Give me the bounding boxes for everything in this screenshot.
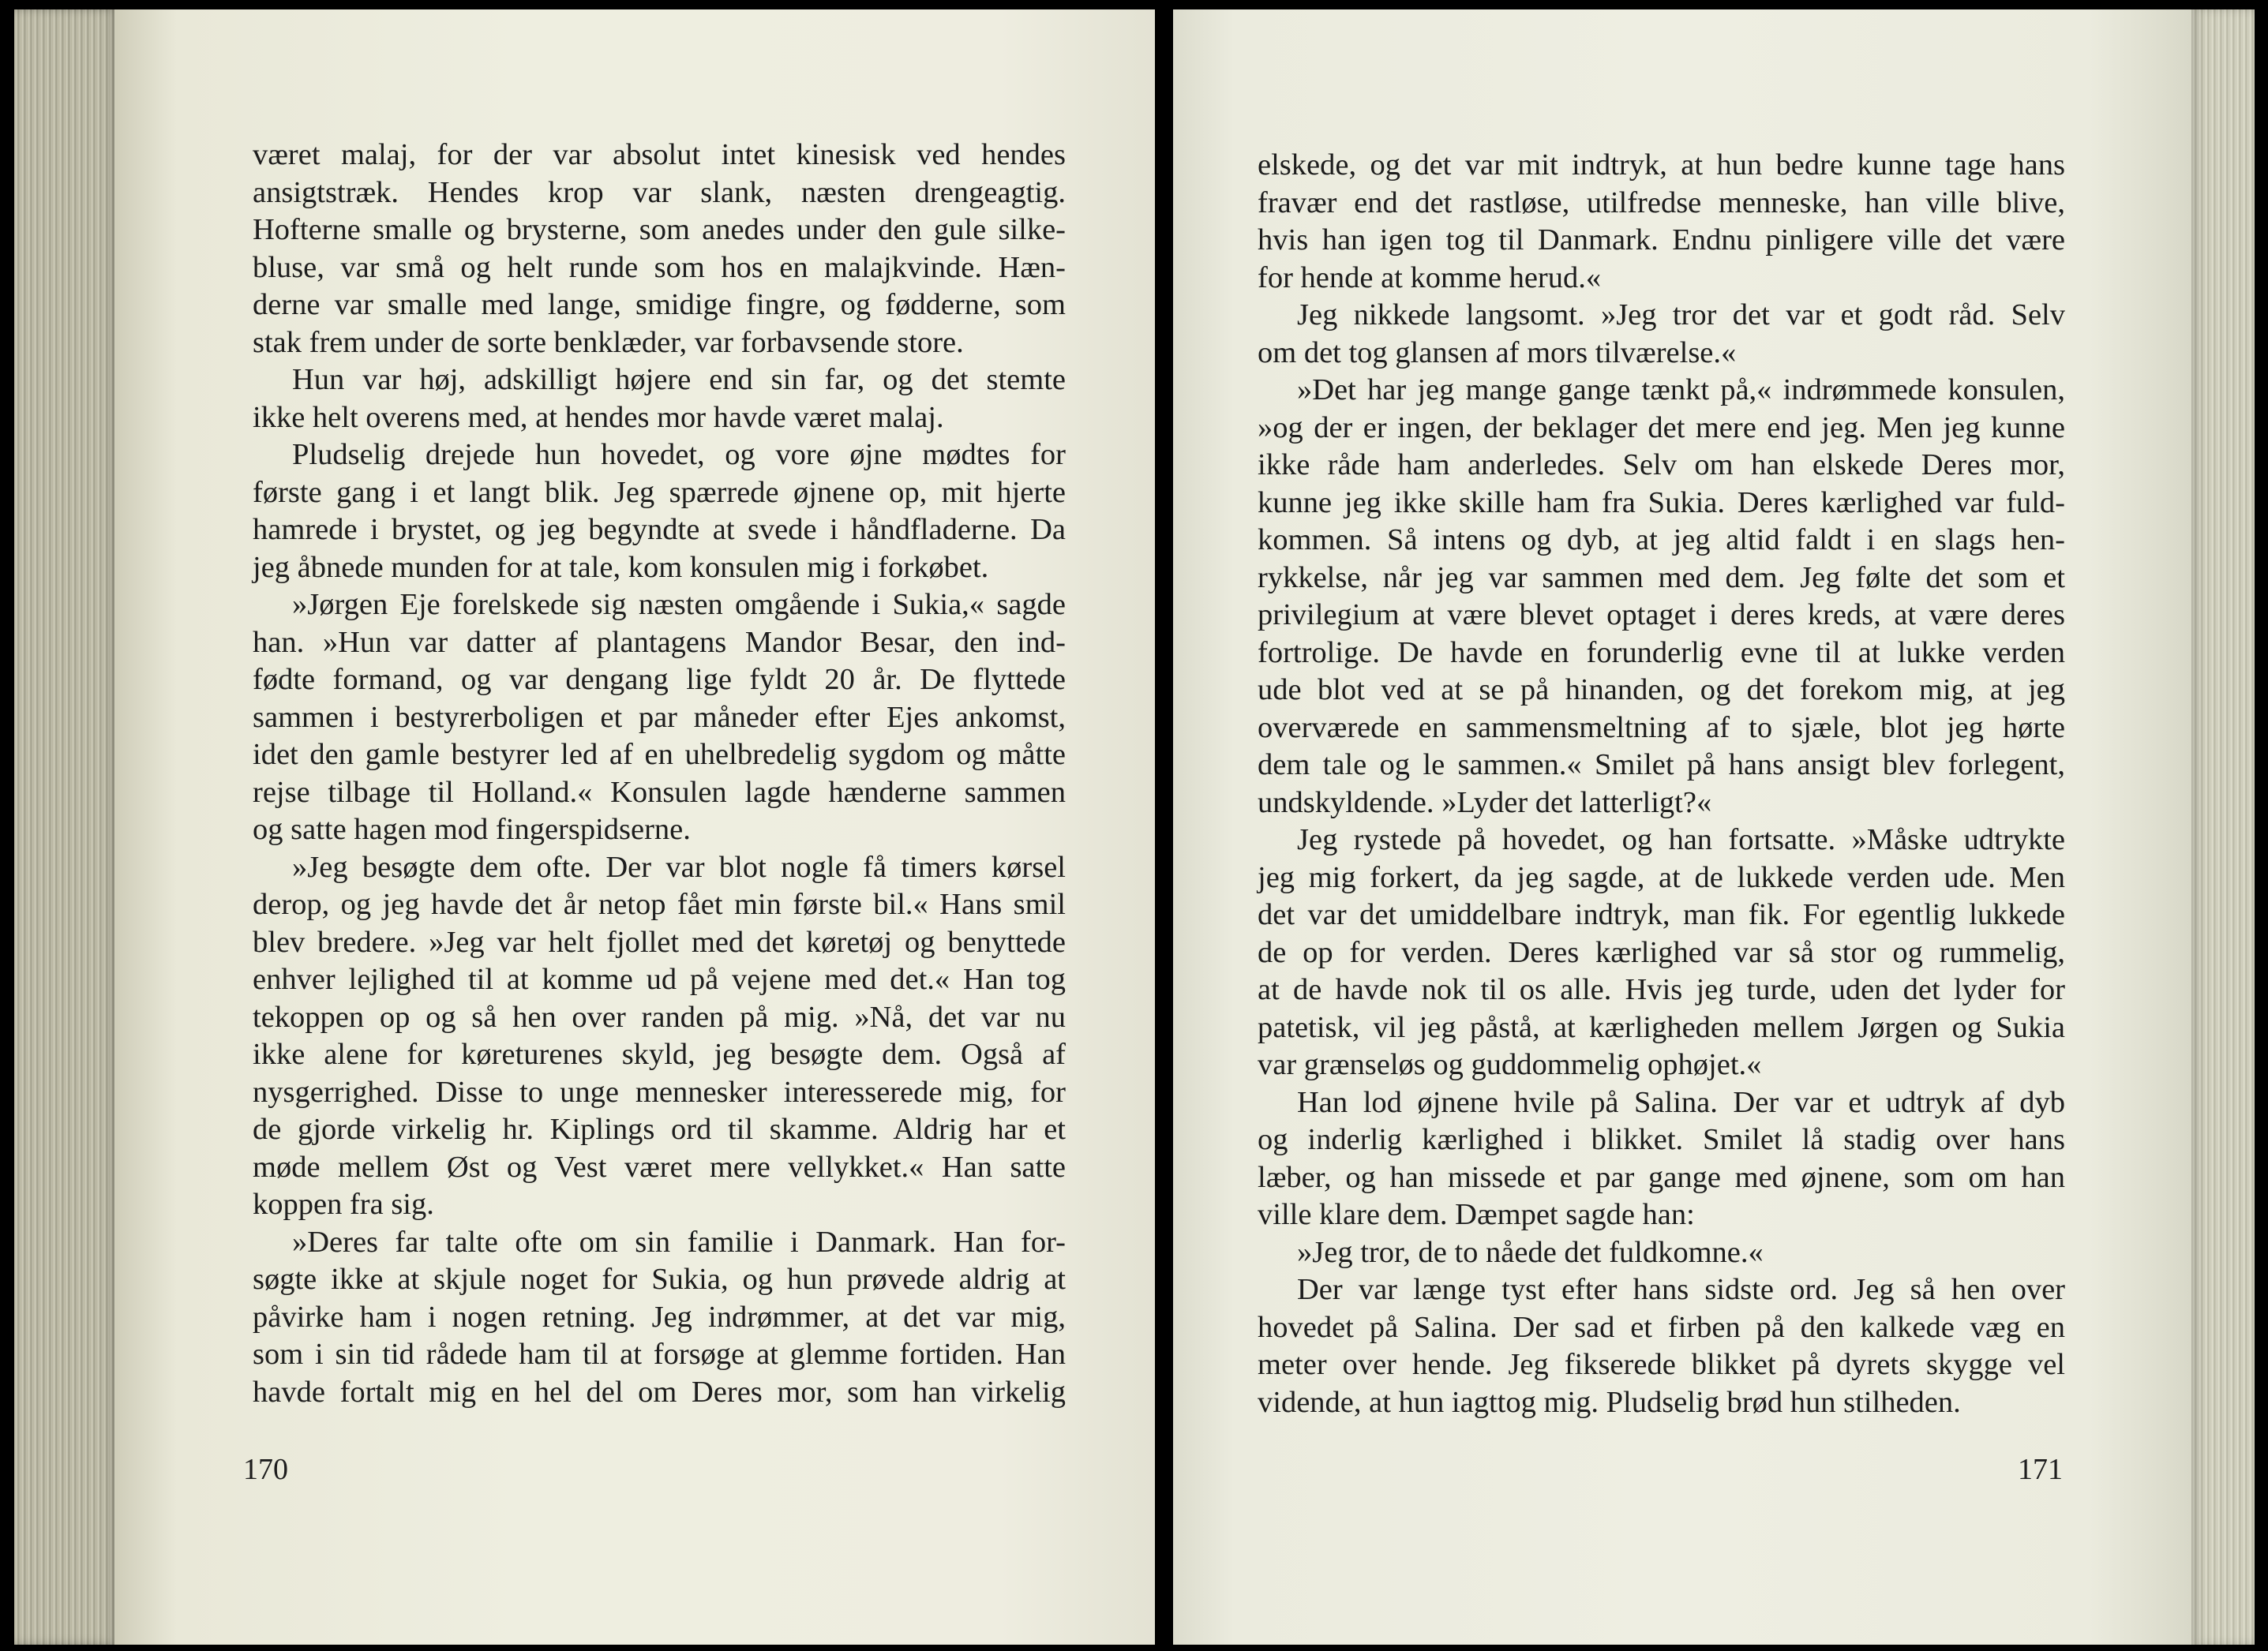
left-page-number: 170 [243,1453,288,1486]
right-page-text-line: Jeg nikkede langsomt. »Jeg tror det var et godt råd. Selv [1297,298,2065,331]
left-page-text-line: »Jørgen Eje forelskede sig næsten omgående i Sukia,« sagde [292,588,1066,621]
left-page-text-line: han. »Hun var datter af plantagens Mandor Besar, den ind- [253,625,1066,659]
right-page-text-line: elskede, og det var mit indtryk, at hun bedre kunne tage hans [1258,148,2065,182]
right-page-text-line: Han lod øjnene hvile på Salina. Der var et udtryk af dyb [1297,1085,2065,1119]
right-page-text-line: overværede en sammensmeltning af to sjæle, blot jeg hørte [1258,710,2065,744]
left-page-text-line: enhver lejlighed til at komme ud på vejene med det.« Han tog [253,963,1066,996]
right-page-text-line: dem tale og le sammen.« Smilet på hans ansigt blev forlegent, [1258,748,2065,781]
right-page-text-line: jeg mig forkert, da jeg sagde, at de lukkede verden ude. Men [1258,860,2065,894]
right-page-text-line: privilegium at være blevet optaget i deres kreds, at være deres [1258,598,2065,631]
right-page-text-line: hvis han igen tog til Danmark. Endnu pinligere ville det være [1258,223,2065,256]
left-page-text-line: ikke alene for køreturenes skyld, jeg besøgte dem. Også af [253,1038,1066,1071]
right-page-text-line: undskyldende. »Lyder det latterligt?« [1258,785,1712,819]
right-page-text-line: vidende, at hun iagttog mig. Pludselig brød hun stilheden. [1258,1385,1961,1419]
right-page-text-line: om det tog glansen af mors tilværelse.« [1258,335,1737,369]
left-page-text-line: koppen fra sig. [253,1188,434,1221]
right-page-text-line: læber, og han missede et par gange med øjnene, som om han [1258,1160,2065,1194]
left-page-text-line: fødte formand, og var dengang lige fyldt 20 år. De flyttede [253,663,1066,696]
right-page-text-line: for hende at komme herud.« [1258,260,1602,294]
right-page-text [1258,147,2065,1421]
right-page-text-line: at de havde nok til os alle. Hvis jeg turde, uden det lyder for [1258,973,2065,1006]
right-page-text-line: meter over hende. Jeg fikserede blikket på dyrets skygge vel [1258,1348,2065,1381]
left-page-text-line: hamrede i brystet, og jeg begyndte at svede i håndfladerne. Da [253,513,1066,546]
left-page-text-line: tekoppen op og så hen over randen på mig. »Nå, det var nu [253,1000,1066,1034]
left-page-text-line: blev bredere. »Jeg var helt fjollet med det køretøj og benyttede [253,925,1066,959]
right-page-text-line: »Jeg tror, de to nåede det fuldkomne.« [1297,1235,1764,1269]
right-page-text-line: ville klare dem. Dæmpet sagde han: [1258,1198,1695,1231]
left-page-text-line: ikke helt overens med, at hendes mor havde været malaj. [253,400,944,434]
left-page-text-line: de gjorde virkelig hr. Kiplings ord til skamme. Aldrig har et [253,1113,1066,1146]
left-page-text-line: Hun var høj, adskilligt højere end sin far, og det stemte [292,363,1066,396]
left-page-edges [14,9,118,1645]
left-page-text-line: »Deres far talte ofte om sin familie i Danmark. Han for- [292,1225,1066,1259]
left-page-text-line: været malaj, for der var absolut intet kinesisk ved hendes [253,138,1066,171]
left-page-text-line: Hofterne smalle og brysterne, som anedes under den gule silke- [253,213,1066,246]
right-page-text-line: Jeg rystede på hovedet, og han fortsatte. »Måske udtrykte [1297,823,2065,856]
left-page-text-line: søgte ikke at skjule noget for Sukia, og hun prøvede aldrig at [253,1263,1066,1296]
left-page-text [253,137,1066,1411]
right-page-text-line: kunne jeg ikke skille ham fra Sukia. Deres kærlighed var fuld- [1258,485,2065,519]
left-page-text-line: stak frem under de sorte benklæder, var forbavsende store. [253,325,964,359]
left-page-text-line: ansigtstræk. Hendes krop var slank, næsten drengeagtig. [253,175,1066,209]
right-page-text-line: »og der er ingen, der beklager det mere end jeg. Men jeg kunne [1258,410,2065,444]
right-page-text-line: det var det umiddelbare indtryk, man fik. For egentlig lukkede [1258,898,2065,931]
left-page-text-line: derop, og jeg havde det år netop fået min første bil.« Hans smil [253,888,1066,921]
left-page-text-line: som i sin tid rådede ham til at forsøge at glemme fortiden. Han [253,1338,1066,1371]
left-page-text-line: rejse tilbage til Holland.« Konsulen lagde hænderne sammen [253,775,1066,809]
right-page-text-line: fortrolige. De havde en forunderlig evne til at lukke verden [1258,635,2065,669]
left-page-text-line: havde fortalt mig en hel del om Deres mor, som han virkelig [253,1375,1066,1409]
right-page-text-line: ikke råde ham anderledes. Selv om han elskede Deres mor, [1258,448,2065,481]
right-page-text-line: og inderlig kærlighed i blikket. Smilet lå stadig over hans [1258,1123,2065,1156]
right-page-text-line: de op for verden. Deres kærlighed var så stor og rummelig, [1258,935,2065,969]
right-page-edges [2191,9,2255,1645]
left-page-text-line: nysgerrighed. Disse to unge mennesker interesserede mig, for [253,1075,1066,1109]
right-page-text-line: fravær end det rastløse, utilfredse menneske, han ville blive, [1258,185,2065,219]
left-page-text-line: sammen i bestyrerboligen et par måneder efter Ejes ankomst, [253,700,1066,734]
right-page-text-line: Der var længe tyst efter hans sidste ord. Jeg så hen over [1297,1273,2065,1306]
left-page-text-line: idet den gamle bestyrer led af en uhelbredelig sygdom og måtte [253,738,1066,771]
left-page-text-line: og satte hagen mod fingerspidserne. [253,813,691,846]
right-page-text-line: ude blot ved at se på hinanden, og det forekom mig, at jeg [1258,673,2065,706]
left-page-text-line: Pludselig drejede hun hovedet, og vore øjne mødtes for [292,438,1066,471]
left-page-text-line: påvirke ham i nogen retning. Jeg indrømmer, at det var mig, [253,1300,1066,1334]
right-page-text-line: rykkelse, når jeg var sammen med dem. Jeg følte det som et [1258,560,2065,594]
left-page-text-line: bluse, var små og helt runde som hos en malajkvinde. Hæn- [253,250,1066,284]
left-page-text-line: første gang i et langt blik. Jeg spærrede øjnene op, mit hjerte [253,475,1066,509]
left-page-text-line: jeg åbnede munden for at tale, kom konsulen mig i forkøbet. [253,550,989,584]
right-page-text-line: kommen. Så intens og dyb, at jeg altid faldt i en slags hen- [1258,523,2065,556]
right-page-number: 171 [2018,1453,2063,1486]
right-page-text-line: hovedet på Salina. Der sad et firben på den kalkede væg en [1258,1310,2065,1344]
left-page-text-line: møde mellem Øst og Vest været mere vellykket.« Han satte [253,1150,1066,1184]
right-page-text-line: var grænseløs og guddommelig ophøjet.« [1258,1048,1762,1081]
right-page-text-line: patetisk, vil jeg påstå, at kærligheden mellem Jørgen og Sukia [1258,1010,2065,1044]
left-page-text-line: »Jeg besøgte dem ofte. Der var blot nogle få timers kørsel [292,850,1066,884]
right-page-text-line: »Det har jeg mange gange tænkt på,« indrømmede konsulen, [1297,373,2065,406]
left-page-text-line: derne var smalle med lange, smidige fingre, og fødderne, som [253,288,1066,321]
